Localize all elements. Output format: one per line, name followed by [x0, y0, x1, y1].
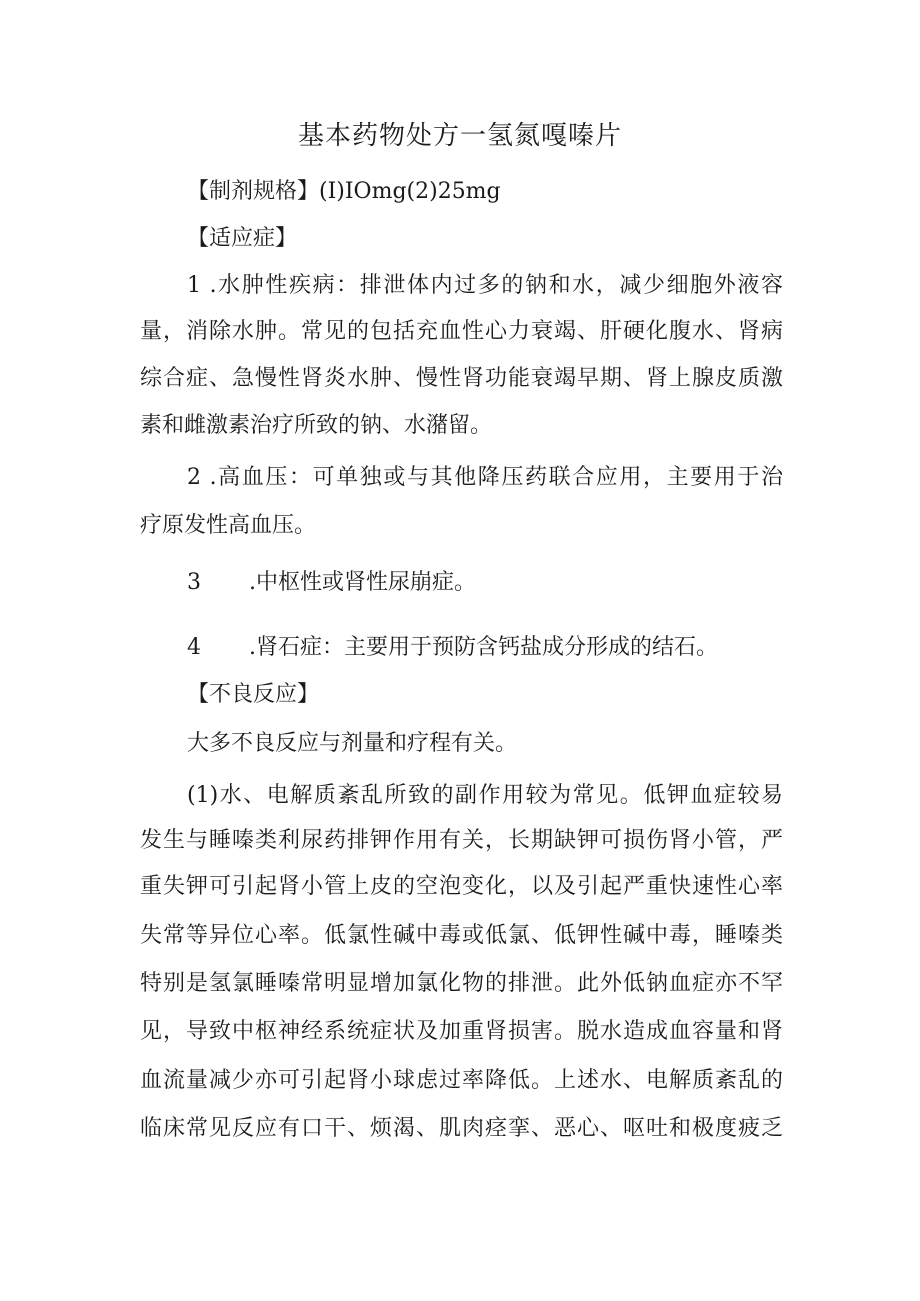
- adverse-heading: 【不良反应】: [187, 682, 320, 707]
- spec-line: 【制剂规格】(I)IOmg(2)25mg: [187, 179, 501, 204]
- adverse-line-5: 特别是氢氯睡嗪常明显增加氯化物的排泄。此外低钠血症亦不罕: [140, 971, 783, 996]
- item1-line-1: 1 .水肿性疾病：排泄体内过多的钠和水，减少细胞外液容: [187, 273, 783, 298]
- indications-heading: 【适应症】: [187, 226, 298, 251]
- item1-line-3: 综合症、急慢性肾炎水肿、慢性肾功能衰竭早期、肾上腺皮质激: [140, 366, 783, 391]
- adverse-line-1: (1)水、电解质紊乱所致的副作用较为常见。低钾血症较易: [187, 783, 783, 808]
- document-title: 基本药物处方一氢氮嘎嗪片: [297, 121, 622, 151]
- item2-line-1: 2 .高血压：可单独或与其他降压药联合应用，主要用于治: [187, 465, 783, 490]
- item3-line: [187, 568, 476, 598]
- item4-number: 4: [187, 635, 201, 660]
- adverse-line-2: 发生与睡嗪类利尿药排钾作用有关，长期缺钾可损伤肾小管，严: [140, 828, 783, 853]
- item4-text: .肾石症：主要用于预防含钙盐成分形成的结石。: [249, 635, 718, 660]
- item1-line-4: 素和雌激素治疗所致的钠、水潴留。: [140, 413, 493, 438]
- adverse-intro: 大多不良反应与剂量和疗程有关。: [187, 731, 518, 756]
- adverse-line-8: 临床常见反应有口干、烦渴、肌肉痉挛、恶心、呕吐和极度疲乏: [140, 1116, 783, 1141]
- item3-text: .中枢性或肾性尿崩症。: [249, 570, 476, 595]
- item2-line-2: 疗原发性高血压。: [140, 513, 317, 538]
- adverse-line-4: 失常等异位心率。低氯性碱中毒或低氯、低钾性碱中毒，睡嗪类: [140, 923, 783, 948]
- item1-line-2: 量，消除水肿。常见的包括充血性心力衰竭、肝硬化腹水、肾病: [140, 319, 783, 344]
- adverse-line-7: 血流量减少亦可引起肾小球虑过率降低。上述水、电解质紊乱的: [140, 1068, 783, 1093]
- item4-line: [187, 633, 718, 663]
- adverse-line-6: 见，导致中枢神经系统症状及加重肾损害。脱水造成血容量和肾: [140, 1019, 783, 1044]
- adverse-line-3: 重失钾可引起肾小管上皮的空泡变化，以及引起严重快速性心率: [140, 874, 783, 899]
- item3-number: 3: [187, 570, 201, 595]
